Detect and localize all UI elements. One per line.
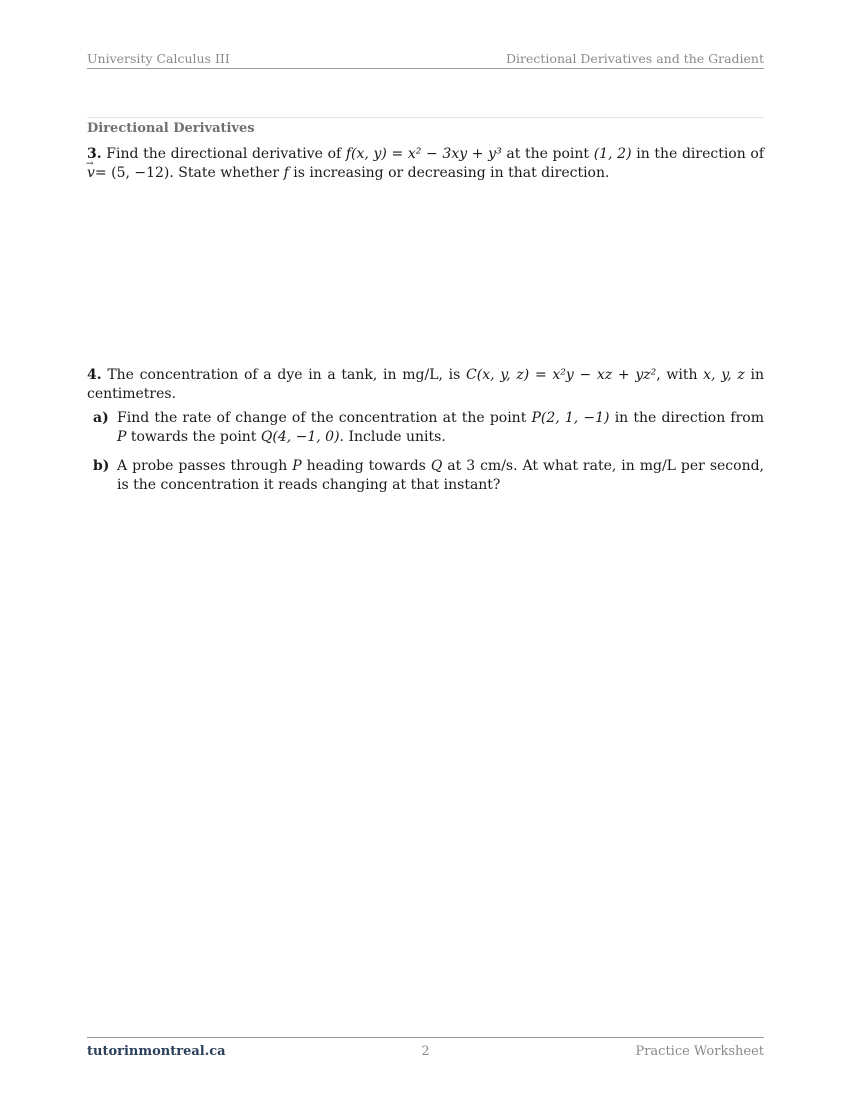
problem-text: in the direction of (636, 146, 765, 162)
part-text: heading towards (306, 458, 426, 474)
section-divider (87, 117, 764, 118)
point-expression: P(2, 1, −1) (531, 410, 610, 426)
point-symbol: Q (430, 458, 443, 474)
function-symbol: f (283, 165, 289, 181)
part-text: . Include units. (339, 429, 446, 445)
problem-text: in centimetres. (87, 367, 764, 402)
point-symbol: P (117, 429, 127, 445)
vector-symbol: → v (87, 164, 95, 183)
problem-text: , with (656, 367, 698, 383)
part-text: A probe passes through (117, 458, 288, 474)
part-text: towards the point (130, 429, 257, 445)
part-b (87, 457, 764, 495)
point-expression: Q(4, −1, 0) (260, 429, 340, 445)
problem-text: State whether (178, 165, 280, 181)
problem-3-text (87, 145, 764, 183)
problem-3 (87, 145, 764, 183)
part-label: a) (93, 410, 109, 426)
worksheet-label: Practice Worksheet (635, 1044, 764, 1059)
vector-value: = (5, −12). (94, 165, 174, 181)
problem-text: at the point (506, 146, 590, 162)
point-symbol: P (292, 458, 302, 474)
topic-title: Directional Derivatives and the Gradient (506, 51, 764, 66)
course-title: University Calculus III (87, 51, 230, 66)
problem-number: 3. (87, 146, 102, 162)
part-text: Find the rate of change of the concentration at the point (117, 410, 527, 426)
problem-text: is increasing or decreasing in that direction. (293, 165, 610, 181)
page-number: 2 (421, 1044, 430, 1059)
site-link[interactable]: tutorinmontreal.ca (87, 1044, 226, 1059)
point-expression: (1, 2) (593, 146, 632, 162)
part-text: in the direction from (614, 410, 764, 426)
function-expression: f(x, y) = x² − 3xy + y³ (345, 146, 502, 162)
problem-number: 4. (87, 367, 102, 383)
problem-text: The concentration of a dye in a tank, in mg/L, is (107, 367, 461, 383)
problem-4 (87, 366, 764, 505)
problem-4-parts (87, 409, 764, 495)
page-footer (87, 1037, 764, 1058)
part-label: b) (93, 458, 110, 474)
part-text: at 3 cm/s. At what rate, in mg/L per second, is the concentration it reads changing at that instant? (117, 458, 765, 493)
part-a (87, 409, 764, 447)
section-title: Directional Derivatives (87, 121, 255, 136)
function-expression: C(x, y, z) = x²y − xz + yz² (466, 367, 657, 383)
variables: x, y, z (703, 367, 745, 383)
problem-4-text (87, 366, 764, 404)
problem-text: Find the directional derivative of (106, 146, 342, 162)
page-header (87, 51, 764, 69)
